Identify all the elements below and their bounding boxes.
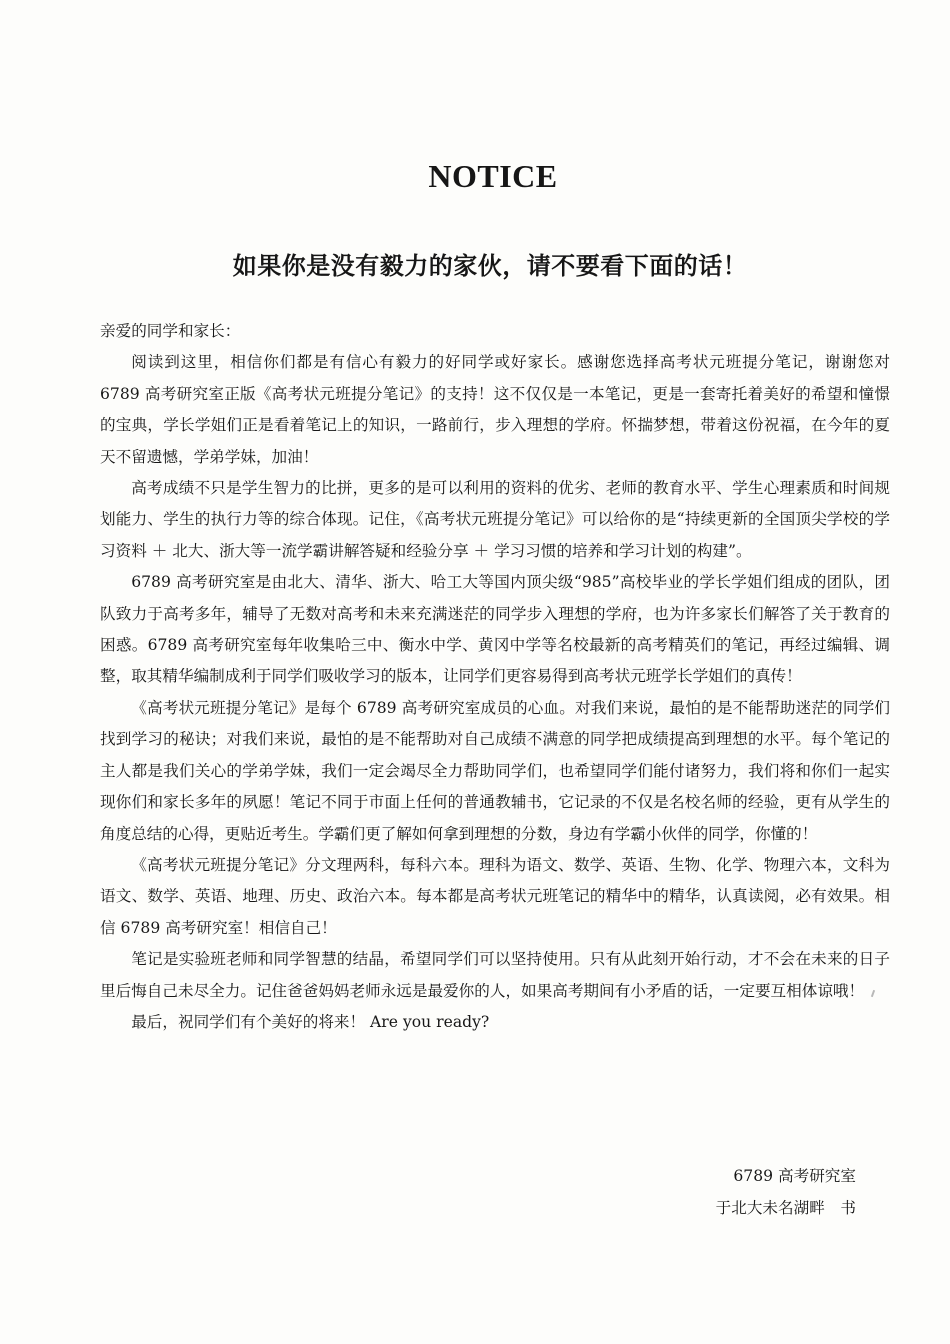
page-subtitle: 如果你是没有毅力的家伙，请不要看下面的话！ — [232, 252, 748, 280]
page-title: NOTICE — [428, 158, 558, 194]
paragraph: 《高考状元班提分笔记》是每个 6789 高考研究室成员的心血。对我们来说，最怕的是不能帮助迷茫的同学们找到学习的秘诀；对我们来说，最怕的是不能帮助对自己成绩不满意的同学把成绩提高到理想的水平。每个笔记的主人都是我们关心的学弟学妹，我们一定会竭尽全力帮助同学们，也希望同学们能付诸努力，我们将和你们一起实现你们和家长多年的夙愿！笔记不同于市面上任何的普通教辅书，它记录的不仅是名校名师的经验，更有从学生的角度总结的心得，更贴近考生。学霸们更了解如何拿到理想的分数，身边有学霸小伙伴的同学，你懂的！ — [100, 698, 890, 843]
signature — [716, 1160, 856, 1224]
letter-body — [100, 316, 890, 1038]
signature-location: 于北大未名湖畔 书 — [715, 1199, 856, 1217]
signature-organization: 6789 高考研究室 — [733, 1167, 856, 1185]
paragraph: 高考成绩不只是学生智力的比拼，更多的是可以利用的资料的优劣、老师的教育水平、学生心理素质和时间规划能力、学生的执行力等的综合体现。记住，《高考状元班提分笔记》可以给你的是“持续更新的全国顶尖学校的学习资料 ＋ 北大、浙大等一流学霸讲解答疑和经验分享 ＋ 学习习惯的培养和学习计划的构建”。 — [100, 479, 890, 560]
paragraph: 阅读到这里，相信你们都是有信心有毅力的好同学或好家长。感谢您选择高考状元班提分笔记，谢谢您对 6789 高考研究室正版《高考状元班提分笔记》的支持！这不仅仅是一本笔记，更是一套寄托着美好的希望和憧憬的宝典，学长学姐们正是看着笔记上的知识，一路前行，步入理想的学府。怀揣梦想，带着这份祝福，在今年的夏天不留遗憾，学弟学妹，加油！ — [100, 353, 890, 466]
paragraph: 笔记是实验班老师和同学智慧的结晶，希望同学们可以坚持使用。只有从此刻开始行动，才不会在未来的日子里后悔自己未尽全力。记住爸爸妈妈老师永远是最爱你的人，如果高考期间有小矛盾的话，一定要互相体谅哦！ — [100, 950, 890, 1000]
paragraph: 6789 高考研究室是由北大、清华、浙大、哈工大等国内顶尖级“985”高校毕业的学长学姐们组成的团队，团队致力于高考多年，辅导了无数对高考和未来充满迷茫的同学步入理想的学府，也为许多家长们解答了关于教育的困惑。6789 高考研究室每年收集哈三中、衡水中学、黄冈中学等名校最新的高考精英们的笔记，再经过编辑、调整，取其精华编制成利于同学们吸收学习的版本，让同学们更容易得到高考状元班学长学姐们的真传！ — [100, 573, 890, 686]
paragraph: 《高考状元班提分笔记》分文理两科，每科六本。理科为语文、数学、英语、生物、化学、物理六本，文科为语文、数学、英语、地理、历史、政治六本。每本都是高考状元班笔记的精华中的精华，认真读阅，必有效果。相信 6789 高考研究室！相信自己！ — [100, 855, 890, 937]
paragraph: 最后，祝同学们有个美好的将来！ Are you ready? — [131, 1012, 490, 1031]
salutation: 亲爱的同学和家长： — [100, 322, 241, 340]
